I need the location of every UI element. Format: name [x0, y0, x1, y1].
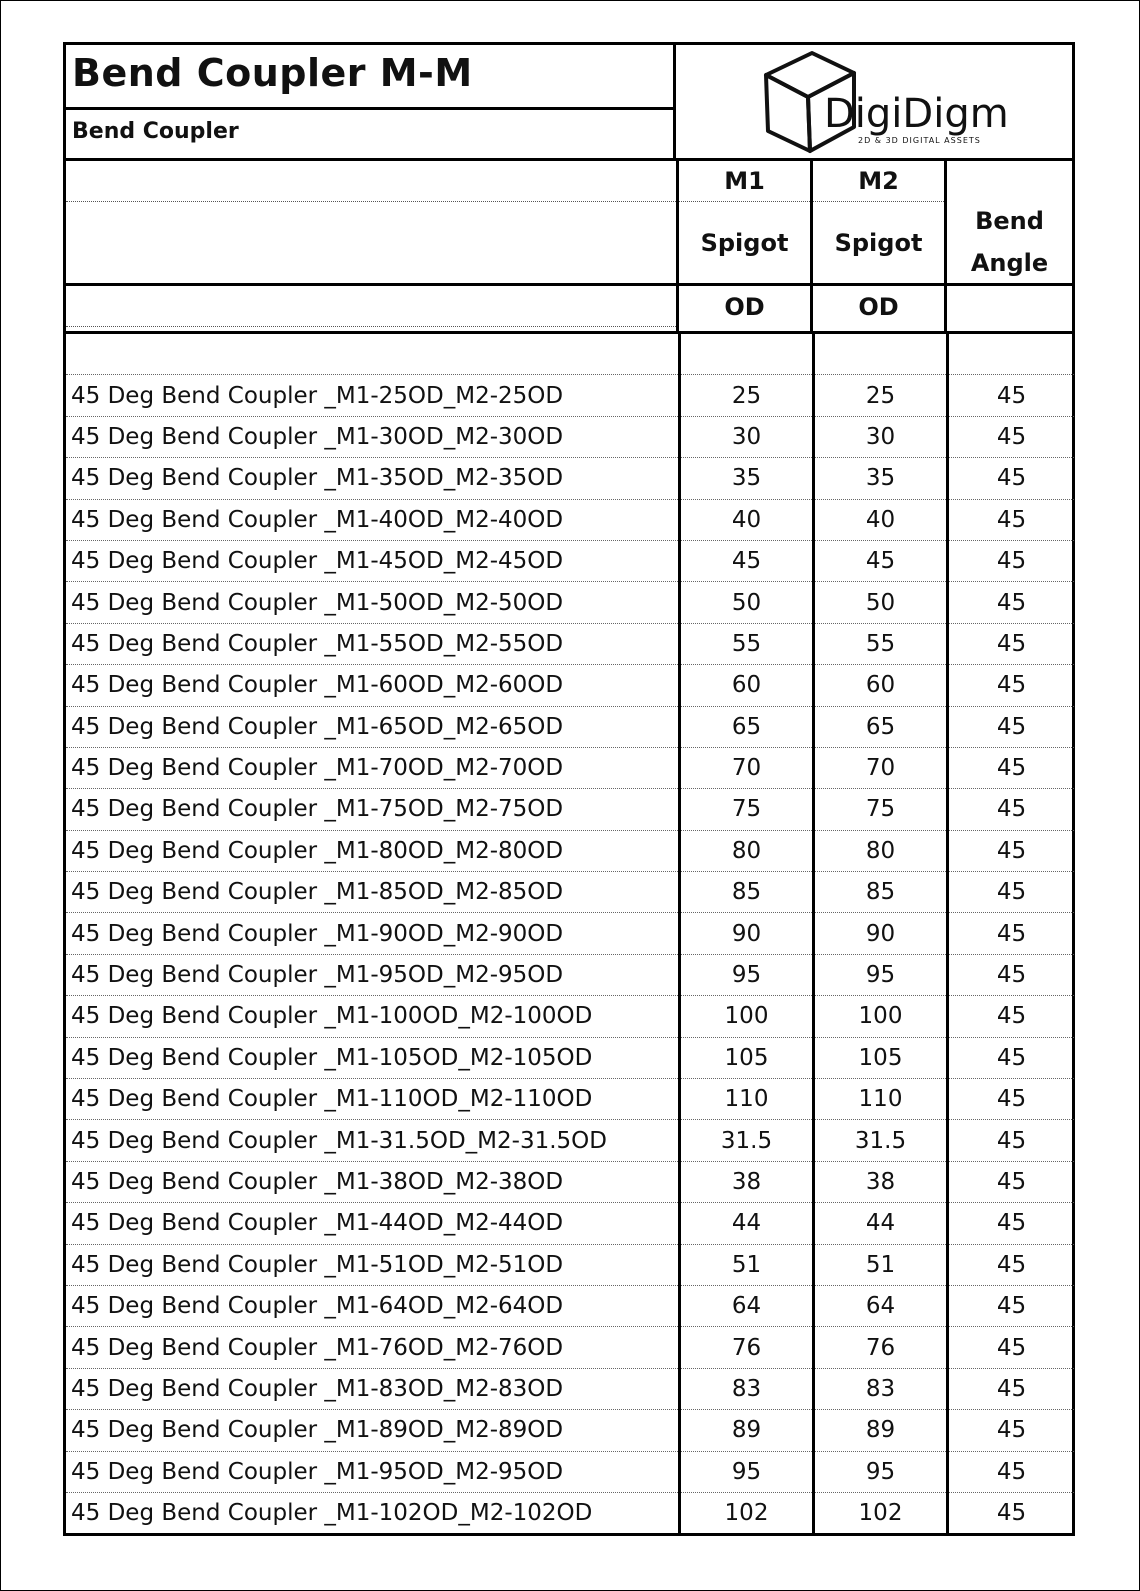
row-m1-cell: 76 [680, 1327, 814, 1368]
m1-od-label: OD [724, 293, 765, 321]
column-header-m2 [810, 161, 944, 331]
header-rule [947, 283, 1072, 286]
row-name-cell: 45 Deg Bend Coupler _M1-25OD_M2-25OD [66, 375, 680, 416]
row-angle-cell: 45 [948, 830, 1075, 871]
table-row [66, 1285, 1074, 1326]
row-name-cell: 45 Deg Bend Coupler _M1-30OD_M2-30OD [66, 416, 680, 457]
row-m2-cell: 31.5 [814, 1120, 948, 1161]
page-title: Bend Coupler M-M [72, 51, 473, 95]
title-divider [66, 107, 673, 110]
m2-spigot-label: Spigot [834, 229, 923, 257]
row-angle-cell: 45 [948, 913, 1075, 954]
row-angle-cell: 45 [948, 1410, 1075, 1451]
row-m1-cell: 44 [680, 1203, 814, 1244]
row-name-cell: 45 Deg Bend Coupler _M1-45OD_M2-45OD [66, 540, 680, 581]
row-m2-cell: 35 [814, 458, 948, 499]
coupler-table [66, 334, 1074, 1533]
table-row [66, 1244, 1074, 1285]
row-name-cell: 45 Deg Bend Coupler _M1-38OD_M2-38OD [66, 1161, 680, 1202]
row-m1-cell: 55 [680, 623, 814, 664]
dotted-rule [813, 201, 944, 202]
row-m1-cell: 25 [680, 375, 814, 416]
table-row [66, 747, 1074, 788]
row-angle-cell: 45 [948, 1327, 1075, 1368]
coupler-table-body [66, 334, 1074, 1533]
table-row [66, 375, 1074, 416]
row-angle-cell: 45 [948, 1451, 1075, 1492]
row-name-cell: 45 Deg Bend Coupler _M1-100OD_M2-100OD [66, 996, 680, 1037]
row-m1-cell: 80 [680, 830, 814, 871]
row-angle-cell: 45 [948, 540, 1075, 581]
column-header-m1 [676, 161, 810, 331]
row-name-cell: 45 Deg Bend Coupler _M1-85OD_M2-85OD [66, 872, 680, 913]
row-name-cell: 45 Deg Bend Coupler _M1-44OD_M2-44OD [66, 1203, 680, 1244]
row-name-cell: 45 Deg Bend Coupler _M1-105OD_M2-105OD [66, 1037, 680, 1078]
table-row [66, 996, 1074, 1037]
row-name-cell: 45 Deg Bend Coupler _M1-110OD_M2-110OD [66, 1079, 680, 1120]
spacer-cell [814, 334, 948, 375]
row-angle-cell: 45 [948, 996, 1075, 1037]
page-subtitle: Bend Coupler [72, 119, 239, 144]
row-m2-cell: 95 [814, 1451, 948, 1492]
m2-od-label: OD [858, 293, 899, 321]
row-name-cell: 45 Deg Bend Coupler _M1-60OD_M2-60OD [66, 665, 680, 706]
logo-tagline: 2D & 3D DIGITAL ASSETS [858, 136, 981, 145]
row-angle-cell: 45 [948, 416, 1075, 457]
row-m1-cell: 75 [680, 789, 814, 830]
row-angle-cell: 45 [948, 789, 1075, 830]
row-angle-cell: 45 [948, 1368, 1075, 1409]
row-m1-cell: 40 [680, 499, 814, 540]
row-angle-cell: 45 [948, 623, 1075, 664]
row-m2-cell: 38 [814, 1161, 948, 1202]
column-header [66, 161, 1072, 334]
row-m2-cell: 70 [814, 747, 948, 788]
row-m1-cell: 51 [680, 1244, 814, 1285]
row-m2-cell: 44 [814, 1203, 948, 1244]
row-m1-cell: 65 [680, 706, 814, 747]
row-angle-cell: 45 [948, 706, 1075, 747]
row-name-cell: 45 Deg Bend Coupler _M1-75OD_M2-75OD [66, 789, 680, 830]
table-row [66, 1203, 1074, 1244]
row-m2-cell: 45 [814, 540, 948, 581]
row-m1-cell: 95 [680, 954, 814, 995]
table-row [66, 1368, 1074, 1409]
row-m2-cell: 105 [814, 1037, 948, 1078]
table-spacer-row [66, 334, 1074, 375]
row-name-cell: 45 Deg Bend Coupler _M1-65OD_M2-65OD [66, 706, 680, 747]
m1-label: M1 [724, 167, 765, 195]
table-row [66, 1037, 1074, 1078]
row-m2-cell: 95 [814, 954, 948, 995]
row-m2-cell: 50 [814, 582, 948, 623]
row-name-cell: 45 Deg Bend Coupler _M1-95OD_M2-95OD [66, 954, 680, 995]
table-row [66, 913, 1074, 954]
spacer-cell [66, 334, 680, 375]
row-angle-cell: 45 [948, 1203, 1075, 1244]
row-name-cell: 45 Deg Bend Coupler _M1-95OD_M2-95OD [66, 1451, 680, 1492]
table-row [66, 1451, 1074, 1492]
row-name-cell: 45 Deg Bend Coupler _M1-76OD_M2-76OD [66, 1327, 680, 1368]
row-name-cell: 45 Deg Bend Coupler _M1-70OD_M2-70OD [66, 747, 680, 788]
row-name-cell: 45 Deg Bend Coupler _M1-50OD_M2-50OD [66, 582, 680, 623]
row-angle-cell: 45 [948, 1037, 1075, 1078]
row-m2-cell: 51 [814, 1244, 948, 1285]
row-m1-cell: 45 [680, 540, 814, 581]
row-name-cell: 45 Deg Bend Coupler _M1-80OD_M2-80OD [66, 830, 680, 871]
row-m2-cell: 55 [814, 623, 948, 664]
row-m1-cell: 89 [680, 1410, 814, 1451]
table-row [66, 789, 1074, 830]
table-row [66, 872, 1074, 913]
row-m2-cell: 30 [814, 416, 948, 457]
row-angle-cell: 45 [948, 1161, 1075, 1202]
table-row [66, 830, 1074, 871]
row-m2-cell: 85 [814, 872, 948, 913]
row-name-cell: 45 Deg Bend Coupler _M1-90OD_M2-90OD [66, 913, 680, 954]
row-name-cell: 45 Deg Bend Coupler _M1-102OD_M2-102OD [71, 1500, 593, 1527]
row-m2-cell: 90 [814, 913, 948, 954]
table-row [66, 1327, 1074, 1368]
row-m2-cell: 64 [814, 1285, 948, 1326]
row-name-cell: 45 Deg Bend Coupler _M1-35OD_M2-35OD [66, 458, 680, 499]
sheet-header [66, 45, 1072, 161]
row-m1-cell: 35 [680, 458, 814, 499]
table-row [66, 706, 1074, 747]
table-row [66, 1410, 1074, 1451]
row-m2-cell: 100 [814, 996, 948, 1037]
dotted-rule [66, 326, 676, 327]
row-m2-cell: 89 [814, 1410, 948, 1451]
table-row [66, 623, 1074, 664]
row-angle-cell: 45 [948, 1120, 1075, 1161]
brand-logo [676, 45, 1072, 158]
row-name-cell: 45 Deg Bend Coupler _M1-55OD_M2-55OD [66, 623, 680, 664]
row-m1-cell: 95 [680, 1451, 814, 1492]
row-m2-cell: 102 [814, 1492, 948, 1533]
row-m1-cell: 70 [680, 747, 814, 788]
row-angle-cell: 45 [948, 499, 1075, 540]
table-row [66, 665, 1074, 706]
table-row [66, 582, 1074, 623]
row-name-cell: 45 Deg Bend Coupler _M1-31.5OD_M2-31.5OD [66, 1120, 680, 1161]
table-row [66, 540, 1074, 581]
row-m1-cell: 50 [680, 582, 814, 623]
row-angle-cell: 45 [948, 872, 1075, 913]
row-m1-cell: 60 [680, 665, 814, 706]
row-name-cell: 45 Deg Bend Coupler _M1-89OD_M2-89OD [66, 1410, 680, 1451]
row-m2-cell: 25 [814, 375, 948, 416]
column-header-angle [944, 161, 1072, 331]
table-row [66, 416, 1074, 457]
row-m1-cell: 83 [680, 1368, 814, 1409]
dotted-rule [66, 201, 676, 202]
row-m1-cell: 90 [680, 913, 814, 954]
row-m1-cell: 64 [680, 1285, 814, 1326]
angle-label: Angle [970, 249, 1049, 277]
header-rule [813, 283, 944, 286]
spacer-cell [948, 334, 1075, 375]
row-angle-cell: 45 [948, 954, 1075, 995]
table-row [66, 499, 1074, 540]
cube-logo-icon [676, 45, 1072, 158]
row-angle-cell: 45 [948, 747, 1075, 788]
row-angle-cell: 45 [948, 665, 1075, 706]
row-m1-cell: 105 [680, 1037, 814, 1078]
header-rule [679, 283, 810, 286]
spec-sheet [63, 42, 1075, 1536]
row-m1-cell: 30 [680, 416, 814, 457]
row-m1-cell: 31.5 [680, 1120, 814, 1161]
column-header-name [66, 161, 676, 331]
header-rule [66, 283, 676, 286]
row-m1-cell: 102 [680, 1492, 814, 1533]
row-name-cell: 45 Deg Bend Coupler _M1-51OD_M2-51OD [66, 1244, 680, 1285]
table-row [66, 1161, 1074, 1202]
row-m2-cell: 40 [814, 499, 948, 540]
row-m2-cell: 65 [814, 706, 948, 747]
table-row [66, 458, 1074, 499]
row-angle-cell: 45 [948, 582, 1075, 623]
logo-wordmark: DigiDigm [824, 91, 1009, 137]
row-angle-cell: 45 [948, 1079, 1075, 1120]
row-angle-cell: 45 [948, 1244, 1075, 1285]
table-row [66, 1492, 1074, 1533]
row-m2-cell: 76 [814, 1327, 948, 1368]
row-name-cell: 45 Deg Bend Coupler _M1-83OD_M2-83OD [66, 1368, 680, 1409]
row-m1-cell: 38 [680, 1161, 814, 1202]
spacer-cell [680, 334, 814, 375]
row-m2-cell: 83 [814, 1368, 948, 1409]
row-angle-cell: 45 [948, 375, 1075, 416]
row-angle-cell: 45 [948, 1285, 1075, 1326]
m1-spigot-label: Spigot [700, 229, 789, 257]
row-angle-cell: 45 [948, 458, 1075, 499]
m2-label: M2 [858, 167, 899, 195]
table-row [66, 954, 1074, 995]
table-row [66, 1120, 1074, 1161]
row-m2-cell: 75 [814, 789, 948, 830]
row-m2-cell: 60 [814, 665, 948, 706]
row-m1-cell: 100 [680, 996, 814, 1037]
row-m1-cell: 110 [680, 1079, 814, 1120]
row-m2-cell: 110 [814, 1079, 948, 1120]
row-m2-cell: 80 [814, 830, 948, 871]
dotted-rule [679, 201, 810, 202]
bend-label: Bend [975, 207, 1044, 235]
row-name-cell: 45 Deg Bend Coupler _M1-40OD_M2-40OD [66, 499, 680, 540]
row-angle-cell: 45 [948, 1492, 1075, 1533]
row-name-cell: 45 Deg Bend Coupler _M1-64OD_M2-64OD [66, 1285, 680, 1326]
row-m1-cell: 85 [680, 872, 814, 913]
table-row [66, 1079, 1074, 1120]
title-block [66, 45, 676, 158]
